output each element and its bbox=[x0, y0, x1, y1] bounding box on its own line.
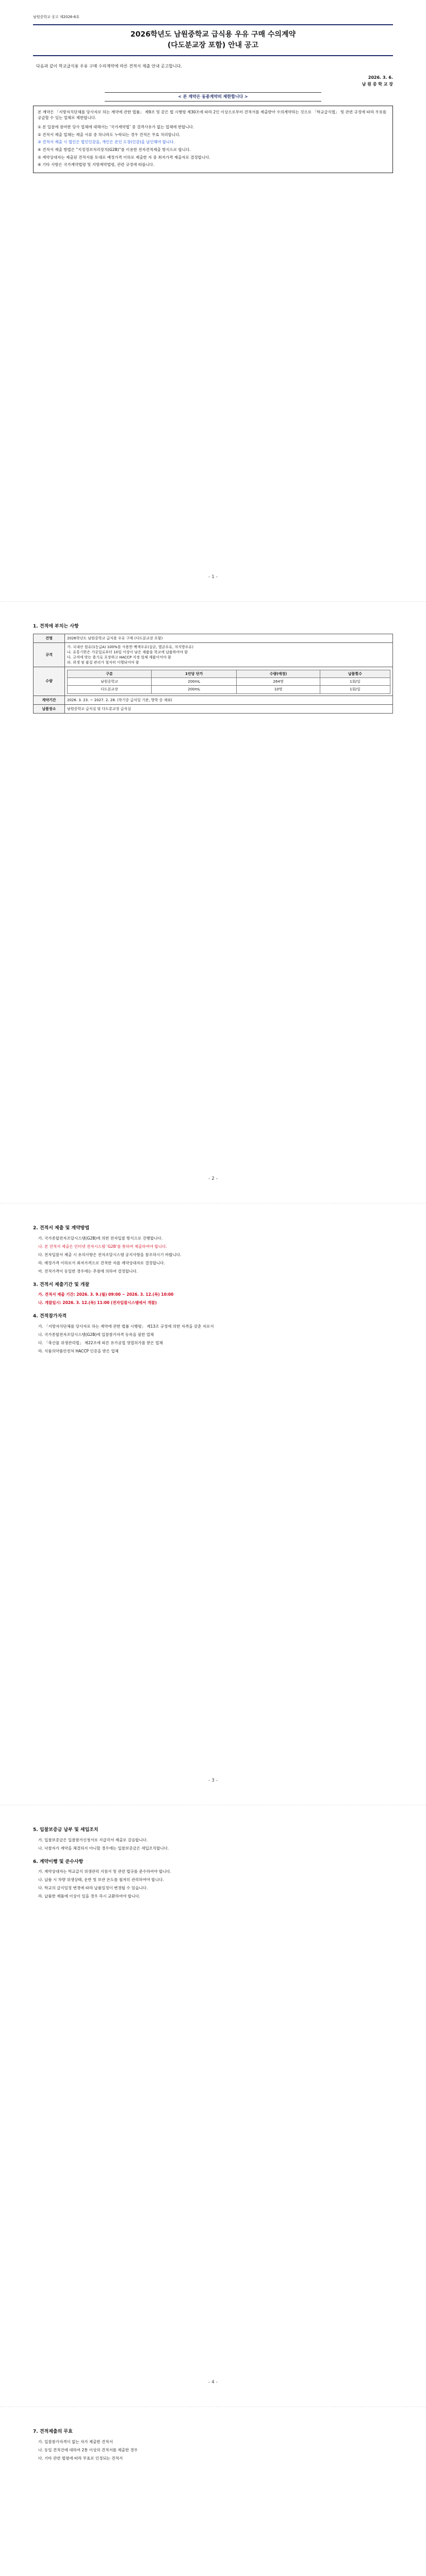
restriction-subtitle: < 본 계약은 동종계약의 제한합니다 > bbox=[105, 92, 321, 101]
notice-item: ④ 견적서 제출 방법은 “지정정보처리장치(G2B)”를 이용한 전자견적제출 방식으로 합니다. bbox=[38, 147, 191, 152]
page-title-line2: (다도분교장 포함) 안내 공고 bbox=[167, 41, 259, 50]
section2-heading: 2. 견적서 제출 및 계약방법 bbox=[33, 1226, 90, 1231]
notice-box bbox=[33, 106, 393, 173]
qty-cell: 1회/일 bbox=[320, 686, 390, 693]
qty-cell: 264명 bbox=[237, 678, 320, 686]
lead-text: 다음과 같이 학교급식용 우유 구매 수의계약에 따른 견적서 제출 안내 공고합니다. bbox=[36, 64, 182, 69]
section5-heading: 5. 입찰보증금 납부 및 세입조치 bbox=[33, 1827, 99, 1833]
qty-label: 수량 bbox=[34, 667, 65, 696]
spec-label: 규격 bbox=[34, 642, 65, 667]
notice-intro: 본 계약은 「지방자치단체를 당사자로 하는 계약에 관한 법률」 제9조 및 같은 법 시행령 제30조에 따라 2인 이상으로부터 견적서를 제출받아 수의계약하는 것으로 「학교급식법」 및 관련 규정에 따라 우유를 공급할 수 있는 업체로 제한합니다. bbox=[38, 109, 387, 121]
section2-para: 라. 예정가격 이하로서 최저가격으로 견적한 자를 계약상대자로 결정합니다. bbox=[38, 1260, 166, 1265]
section6-para: 나. 납품 시 차량 위생상태, 운반 및 보관 온도를 철저히 관리하여야 합니다. bbox=[38, 1877, 164, 1882]
section7-para: 다. 기타 관련 법령에 따라 무효로 인정되는 견적서 bbox=[38, 2455, 123, 2461]
page-number: - 2 - bbox=[208, 1176, 218, 1181]
notice-item: ② 견적서 제출 업체는 제출 서류 중 하나라도 누락되는 경우 견적은 무효 처리합니다. bbox=[38, 132, 181, 137]
section4-para: 다. 「축산물 위생관리법」 제22조에 따른 유가공업 영업허가를 받은 업체 bbox=[38, 1340, 163, 1345]
qty-value bbox=[65, 667, 393, 696]
section7-para: 나. 동일 견적건에 대하여 2통 이상의 견적서를 제출한 경우 bbox=[38, 2447, 138, 2452]
spec-line: 가. 국내산 원유(1등급A) 100%를 사용한 백색우유(살균, 멸균우유, 저지방우유) bbox=[67, 645, 194, 649]
section3-para: 나. 개찰일시: 2026. 3. 12.(목) 11:00 (전자입찰시스템에서 개찰) bbox=[38, 1300, 157, 1305]
section6-para: 라. 납품한 제품에 이상이 있을 경우 즉시 교환하여야 합니다. bbox=[38, 1894, 140, 1899]
notice-item: ⑤ 계약상대자는 제출된 견적서를 토대로 예정가격 이하로 제출한 자 중 최저가격 제출자로 결정합니다. bbox=[38, 155, 210, 160]
section6-para: 다. 학교의 급식일정 변경에 따라 납품일정이 변경될 수 있습니다. bbox=[38, 1886, 148, 1890]
section3-para: 가. 견적서 제출 기간: 2026. 3. 9.(월) 09:00 ~ 2026. 3. 12.(목) 10:00 bbox=[38, 1292, 174, 1297]
qty-header: 1인당 단가 bbox=[152, 670, 237, 678]
section6-heading: 6. 계약이행 및 준수사항 bbox=[33, 1859, 84, 1865]
section2-para: 가. 국가종합전자조달시스템(G2B)에 의한 전자입찰 방식으로 진행합니다. bbox=[38, 1235, 163, 1241]
section2-para: 마. 견적가격이 동일한 경우에는 추첨에 의하여 결정합니다. bbox=[38, 1268, 138, 1274]
notice-item: ① 본 입찰에 참여한 당사 업체에 대해서는 ‘국가계약법’ 중 결격사유가 없는 업체에 한합니다. bbox=[38, 125, 194, 130]
notice-items bbox=[38, 124, 388, 168]
page-title-line1: 2026학년도 남원중학교 급식용 우유 구매 수의계약 bbox=[130, 30, 296, 39]
qty-cell: 1회/일 bbox=[320, 678, 390, 686]
date-signature bbox=[33, 75, 393, 88]
qty-cell: 남원중학교 bbox=[68, 678, 152, 686]
item-label: 건명 bbox=[34, 634, 65, 642]
qty-table bbox=[67, 670, 390, 693]
item-value: 2026학년도 남원중학교 급식용 우유 구매 (다도분교장 포함) bbox=[65, 634, 393, 642]
qty-header: 수량(예정) bbox=[237, 670, 320, 678]
title-block bbox=[33, 24, 393, 56]
page-1 bbox=[0, 0, 426, 602]
spec-value bbox=[65, 642, 393, 667]
section1-heading: 1. 견적에 부치는 사항 bbox=[33, 624, 79, 629]
section2-para: 나. 본 견적서 제출은 인터넷 전자시스템 ‘G2B’를 통하여 제출하여야 합니다. bbox=[38, 1244, 167, 1249]
page-number: - 4 - bbox=[208, 2379, 218, 2385]
qty-cell: 다도분교장 bbox=[68, 686, 152, 693]
section5-para: 나. 낙찰자가 계약을 체결하지 아니할 경우에는 입찰보증금은 세입조치합니다. bbox=[38, 1845, 169, 1851]
section3-heading: 3. 견적서 제출기간 및 개찰 bbox=[33, 1282, 90, 1287]
qty-cell: 10명 bbox=[237, 686, 320, 693]
page-4 bbox=[0, 1805, 426, 2407]
period-label: 계약기간 bbox=[34, 696, 65, 704]
notice-item: ③ 견적서 제출 시 법인은 법인인감을, 개인은 본인 도장(인감)을 날인해야 합니다. bbox=[38, 140, 175, 145]
period-value: 2026. 3. 23. ~ 2027. 2. 28. (학기중 급식일 기준, 방학 중 제외) bbox=[65, 696, 393, 704]
section4-para: 라. 식품의약품안전처 HACCP 인증을 받은 업체 bbox=[38, 1348, 119, 1353]
spec-line: 라. 위생 및 품질 관리가 철저히 이행되어야 함 bbox=[67, 660, 139, 665]
page-5 bbox=[0, 2407, 426, 2576]
delivery-label: 납품장소 bbox=[34, 704, 65, 713]
notice-item: ⑥ 기타 사항은 국가계약법령 및 지방계약법령, 관련 규정에 따릅니다. bbox=[38, 162, 155, 167]
section7-heading: 7. 견적제출의 무효 bbox=[33, 2429, 73, 2434]
notice-number: 남원중학교 공고 제2026-6호 bbox=[33, 15, 80, 19]
qty-cell: 200mL bbox=[152, 678, 237, 686]
section4-para: 나. 국가종합전자조달시스템(G2B)에 입찰참가자격 등록을 필한 업체 bbox=[38, 1332, 154, 1337]
section4-para: 가. 「지방자치단체를 당사자로 하는 계약에 관한 법률 시행령」 제13조 규정에 의한 자격을 갖춘 자로서 bbox=[38, 1324, 214, 1329]
delivery-value: 남원중학교 급식실 및 다도분교장 급식실 bbox=[65, 704, 393, 713]
spec-line: 나. 유통기한은 가공일로부터 10일 이상이 남은 제품을 학교에 납품하여야 함 bbox=[67, 650, 188, 654]
section4-heading: 4. 견적참가자격 bbox=[33, 1314, 67, 1319]
spec-line: 다. 규격에 맞는 용기로 포장하고 HACCP 지정 업체 제품이어야 함 bbox=[67, 655, 171, 659]
section7-para: 가. 입찰참가자격이 없는 자가 제출한 견적서 bbox=[38, 2439, 113, 2444]
notice-date: 2026. 3. 6. bbox=[368, 75, 393, 80]
page-number: - 3 - bbox=[208, 1777, 218, 1783]
page-2 bbox=[0, 602, 426, 1204]
page-3 bbox=[0, 1204, 426, 1805]
bid-items-table bbox=[33, 634, 393, 714]
page-number: - 1 - bbox=[208, 574, 218, 580]
qty-header: 납품횟수 bbox=[320, 670, 390, 678]
qty-header: 구분 bbox=[68, 670, 152, 678]
section6-para: 가. 계약상대자는 학교급식 위생관리 지침서 및 관련 법규를 준수하여야 합니다. bbox=[38, 1869, 172, 1874]
qty-cell: 200mL bbox=[152, 686, 237, 693]
signer: 남 원 중 학 교 장 bbox=[362, 81, 393, 87]
section2-para: 다. 전자입찰서 제출 시 유의사항은 전자조달시스템 공지사항을 참조하시기 바랍니다. bbox=[38, 1252, 182, 1257]
section5-para: 가. 입찰보증금은 입찰참가신청서로 지급각서 제출로 갈음합니다. bbox=[38, 1837, 148, 1842]
